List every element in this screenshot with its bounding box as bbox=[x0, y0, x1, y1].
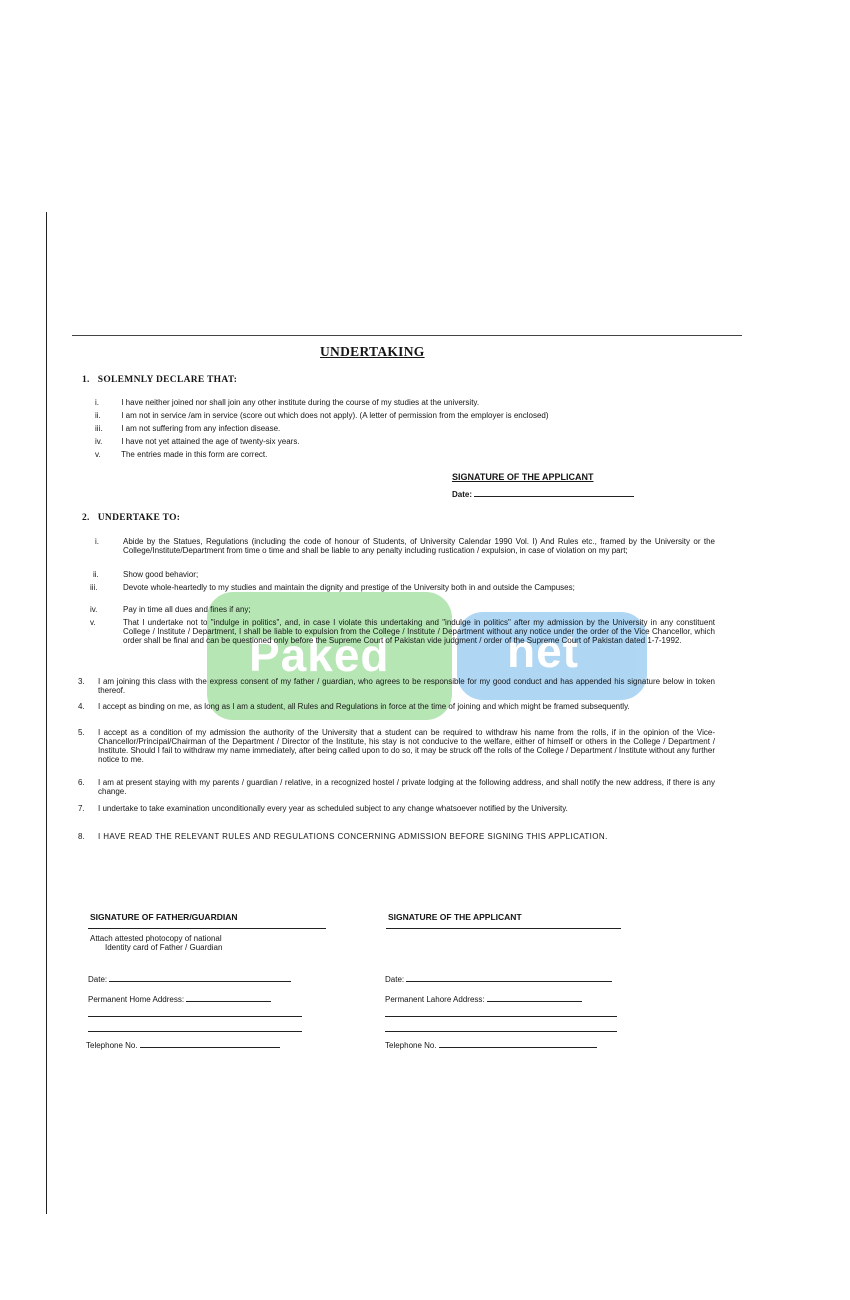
guardian-address-line-2[interactable] bbox=[88, 1016, 302, 1017]
list-item-text: I am not suffering from any infection disease. bbox=[121, 424, 281, 433]
section2-heading bbox=[82, 513, 180, 523]
header-rule bbox=[72, 335, 742, 336]
guardian-telephone-field[interactable] bbox=[140, 1039, 280, 1048]
applicant-date bbox=[385, 973, 612, 985]
list-item-text: The entries made in this form are correct. bbox=[121, 450, 268, 459]
list-item-number: i. bbox=[95, 398, 99, 407]
list-item-number: ii. bbox=[95, 411, 101, 420]
watermark-left-text: Paked bbox=[249, 629, 390, 681]
list-item-text: Pay in time all dues and fines if any; bbox=[123, 605, 251, 614]
list-item-number: iii. bbox=[90, 583, 98, 592]
applicant-address-line-2[interactable] bbox=[385, 1016, 617, 1017]
list-item bbox=[95, 450, 735, 463]
guardian-telephone-label: Telephone No. bbox=[86, 1041, 138, 1050]
guardian-date-label: Date: bbox=[88, 975, 108, 984]
applicant-signature-label: SIGNATURE OF THE APPLICANT bbox=[388, 912, 522, 922]
applicant-address bbox=[385, 993, 582, 1005]
clause-text: I HAVE READ THE RELEVANT RULES AND REGULATIONS CONCERNING ADMISSION BEFORE SIGNING THIS APPLICATION. bbox=[98, 832, 608, 841]
list-item bbox=[95, 398, 735, 411]
guardian-date-field[interactable] bbox=[109, 973, 291, 982]
list-item-number: iv. bbox=[95, 437, 103, 446]
list-item-text: Abide by the Statues, Regulations (including the code of honour of Students, of University Calendar 1990 Vol. I) And Rules etc., framed by the University or the College/Institute/Department from time o time and shall be liable to any penalty including rustication / expulsion, in case of violation on my part; bbox=[123, 537, 715, 555]
applicant-signature-line[interactable] bbox=[386, 928, 621, 929]
guardian-note-line1: Attach attested photocopy of national bbox=[90, 934, 222, 943]
applicant-address-line-3[interactable] bbox=[385, 1031, 617, 1032]
guardian-signature-line[interactable] bbox=[88, 928, 326, 929]
section1-date-field[interactable] bbox=[474, 488, 634, 497]
clause-text: I accept as binding on me, as long as I am a student, all Rules and Regulations in force at the time of joining and which might be framed subsequently. bbox=[98, 702, 630, 711]
applicant-telephone-label: Telephone No. bbox=[385, 1041, 437, 1050]
clause-text: I am joining this class with the express consent of my father / guardian, who agrees to be responsible for my good conduct and has appended his signature below in token thereof. bbox=[98, 677, 715, 695]
section1-heading bbox=[82, 375, 237, 385]
section1-date bbox=[452, 488, 634, 500]
clause-number: 8. bbox=[78, 832, 85, 841]
section2-number: 2. bbox=[82, 513, 90, 523]
clause-number: 4. bbox=[78, 702, 85, 711]
clause-text: I am at present staying with my parents / guardian / relative, in a recognized hostel / private lodging at the following address, and shall notify the new address, if there is any change. bbox=[98, 778, 715, 796]
guardian-address-label: Permanent Home Address: bbox=[88, 995, 185, 1004]
applicant-date-label: Date: bbox=[385, 975, 405, 984]
list-item-number: v. bbox=[95, 450, 101, 459]
clause-number: 3. bbox=[78, 677, 85, 686]
applicant-address-label: Permanent Lahore Address: bbox=[385, 995, 485, 1004]
list-item-text: I am not in service /am in service (score out which does not apply). (A letter of permission from the employer is enclosed) bbox=[121, 411, 549, 420]
guardian-note-line2: Identity card of Father / Guardian bbox=[105, 943, 223, 952]
section2-heading-text: UNDERTAKE TO: bbox=[97, 513, 181, 523]
section1-heading-text: SOLEMNLY DECLARE THAT: bbox=[97, 375, 238, 385]
section1-date-label: Date: bbox=[452, 490, 473, 499]
list-item-text: I have neither joined nor shall join any other institute during the course of my studies at the university. bbox=[121, 398, 480, 407]
applicant-date-field[interactable] bbox=[406, 973, 612, 982]
guardian-telephone bbox=[86, 1039, 280, 1051]
section1-signature-label: SIGNATURE OF THE APPLICANT bbox=[452, 472, 594, 482]
applicant-address-field[interactable] bbox=[487, 993, 582, 1002]
list-item bbox=[95, 424, 735, 437]
watermark-right-text: net bbox=[507, 625, 579, 677]
list-item-text: Show good behavior; bbox=[123, 570, 199, 579]
list-item bbox=[95, 411, 735, 424]
applicant-telephone bbox=[385, 1039, 597, 1051]
list-item-text: I have not yet attained the age of twenty-six years. bbox=[121, 437, 300, 446]
list-item bbox=[95, 437, 735, 450]
list-item-number: iv. bbox=[90, 605, 98, 614]
list-item-number: ii. bbox=[93, 570, 99, 579]
page-title: UNDERTAKING bbox=[320, 344, 425, 359]
clause-number: 7. bbox=[78, 804, 85, 813]
list-item-text: That I undertake not to "indulge in politics", and, in case I violate this undertaking and "indulge in politics" after my admission by the University in any constituent College / Institute / Department, I shall be liable to expulsion from the College / Institute / Department without any notice under the order of the Vice Chancellor, which order shall be final and can be questioned only before the Supreme Court of Pakistan vide judgment / order of the Supreme Court of Pakistan dated 1-7-1992. bbox=[123, 618, 715, 645]
section1-list bbox=[95, 398, 735, 463]
guardian-address-field[interactable] bbox=[186, 993, 271, 1002]
guardian-address-line-3[interactable] bbox=[88, 1031, 302, 1032]
clause-number: 6. bbox=[78, 778, 85, 787]
guardian-address bbox=[88, 993, 271, 1005]
clause-number: 5. bbox=[78, 728, 85, 737]
guardian-date bbox=[88, 973, 291, 985]
page-left-border bbox=[46, 212, 47, 1214]
list-item-number: i. bbox=[95, 537, 99, 546]
guardian-signature-label: SIGNATURE OF FATHER/GUARDIAN bbox=[90, 912, 238, 922]
clause-text: I undertake to take examination unconditionally every year as scheduled subject to any change whatsoever notified by the University. bbox=[98, 804, 568, 813]
applicant-telephone-field[interactable] bbox=[439, 1039, 597, 1048]
list-item-text: Devote whole-heartedly to my studies and maintain the dignity and prestige of the University both in and outside the Campuses; bbox=[123, 583, 575, 592]
clause-text: I accept as a condition of my admission the authority of the University that a student can be required to withdraw his name from the rolls, if in the opinion of the Vice-Chancellor/Principal/Chairman of the Department / Director of the Institute, his stay is not conducive to the welfare, either of himself or others in the College / Department / Institute. Should I fail to withdraw my name immediately, after being called upon to do so, it may be struck off the rolls of the College / Department / Institute without any further notice to me. bbox=[98, 728, 715, 764]
list-item-number: v. bbox=[90, 618, 96, 627]
section1-number: 1. bbox=[82, 375, 90, 385]
list-item-number: iii. bbox=[95, 424, 103, 433]
